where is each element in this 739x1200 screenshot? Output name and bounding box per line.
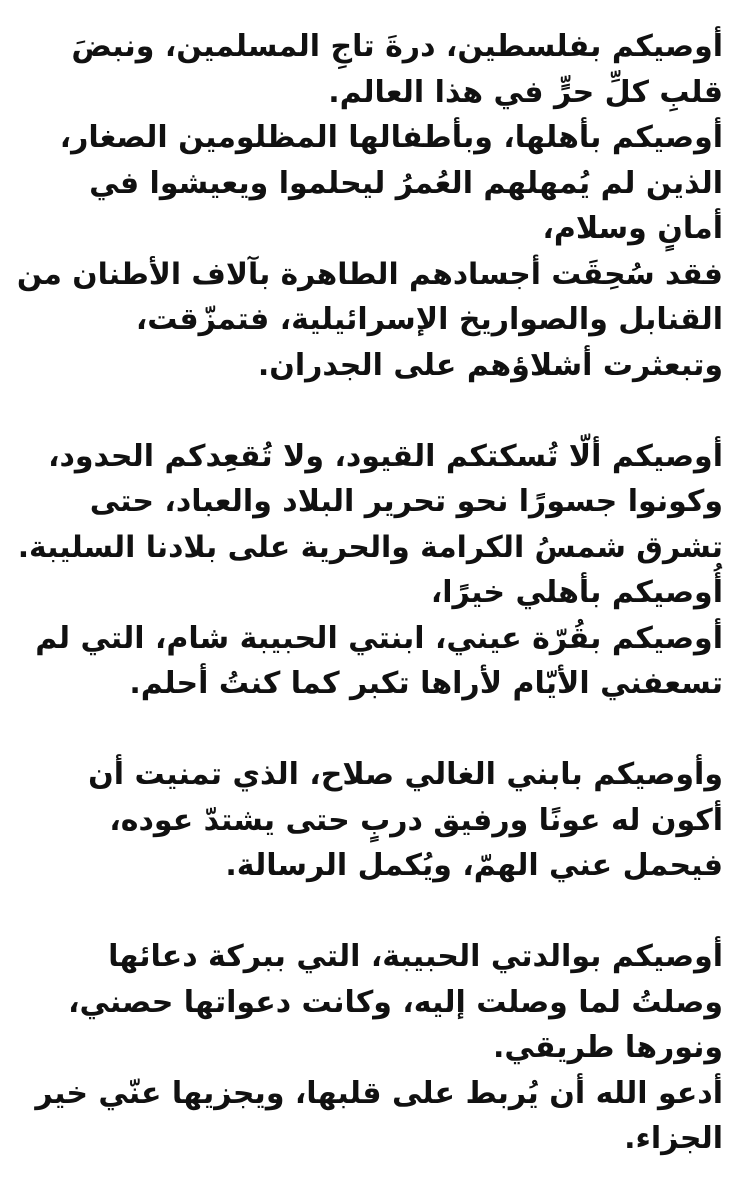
text-line: أوصيكم بفلسطين، درةَ تاجِ المسلمين، ونبضَ: [71, 29, 723, 64]
text-line: أمانٍ وسلام،: [542, 211, 723, 246]
text-line: وأوصيكم بابني الغالي صلاح، الذي تمنيت أن: [88, 757, 723, 792]
text-line: أوصيكم ألّا تُسكتكم القيود، ولا تُقعِدكم الحدود،: [48, 438, 723, 474]
text-line: أوصيكم بقُرّة عيني، ابنتي الحبيبة شام، التي لم: [35, 620, 723, 656]
text-line: وكونوا جسورًا نحو تحرير البلاد والعباد، حتى: [89, 484, 723, 519]
text-line: القنابل والصواريخ الإسرائيلية، فتمزّقت،: [135, 302, 723, 337]
text-line: وتبعثرت أشلاؤهم على الجدران.: [257, 347, 723, 383]
paragraph-palestine: [16, 24, 723, 388]
paragraph-mother: [16, 934, 723, 1162]
text-line: فقد سُحِقَت أجسادهم الطاهرة بآلاف الأطنان من: [16, 256, 723, 292]
text-line: الذين لم يُمهلهم العُمرُ ليحلموا ويعيشوا في: [89, 165, 723, 201]
text-line: ونورها طريقي.: [492, 1030, 723, 1065]
paragraph-gap: [16, 388, 723, 434]
text-line: أدعو الله أن يُربط على قلبها، ويجزيها عنّي خير: [35, 1075, 723, 1111]
text-line: فيحمل عني الهمّ، ويُكمل الرسالة.: [225, 848, 723, 883]
text-line: قلبِ كلِّ حرٍّ في هذا العالم.: [328, 74, 723, 110]
paragraph-gap: [16, 889, 723, 935]
text-line: تسعفني الأيّام لأراها تكبر كما كنتُ أحلم.: [129, 666, 723, 701]
text-line: أكون له عونًا ورفيق دربٍ حتى يشتدّ عوده،: [109, 802, 723, 838]
paragraph-borders-family: [16, 434, 723, 707]
text-line: أوصيكم بأهلها، وبأطفالها المظلومين الصغار،: [59, 120, 723, 155]
text-line: تشرق شمسُ الكرامة والحرية على بلادنا السليبة.: [17, 529, 723, 565]
text-line: أوصيكم بوالدتي الحبيبة، التي ببركة دعائها: [108, 939, 723, 974]
text-line: أُوصيكم بأهلي خيرًا،: [430, 575, 723, 610]
paragraph-gap: [16, 707, 723, 753]
paragraph-son: [16, 752, 723, 889]
text-line: الجزاء.: [624, 1121, 723, 1156]
text-line: وصلتُ لما وصلت إليه، وكانت دعواتها حصني،: [68, 984, 723, 1020]
